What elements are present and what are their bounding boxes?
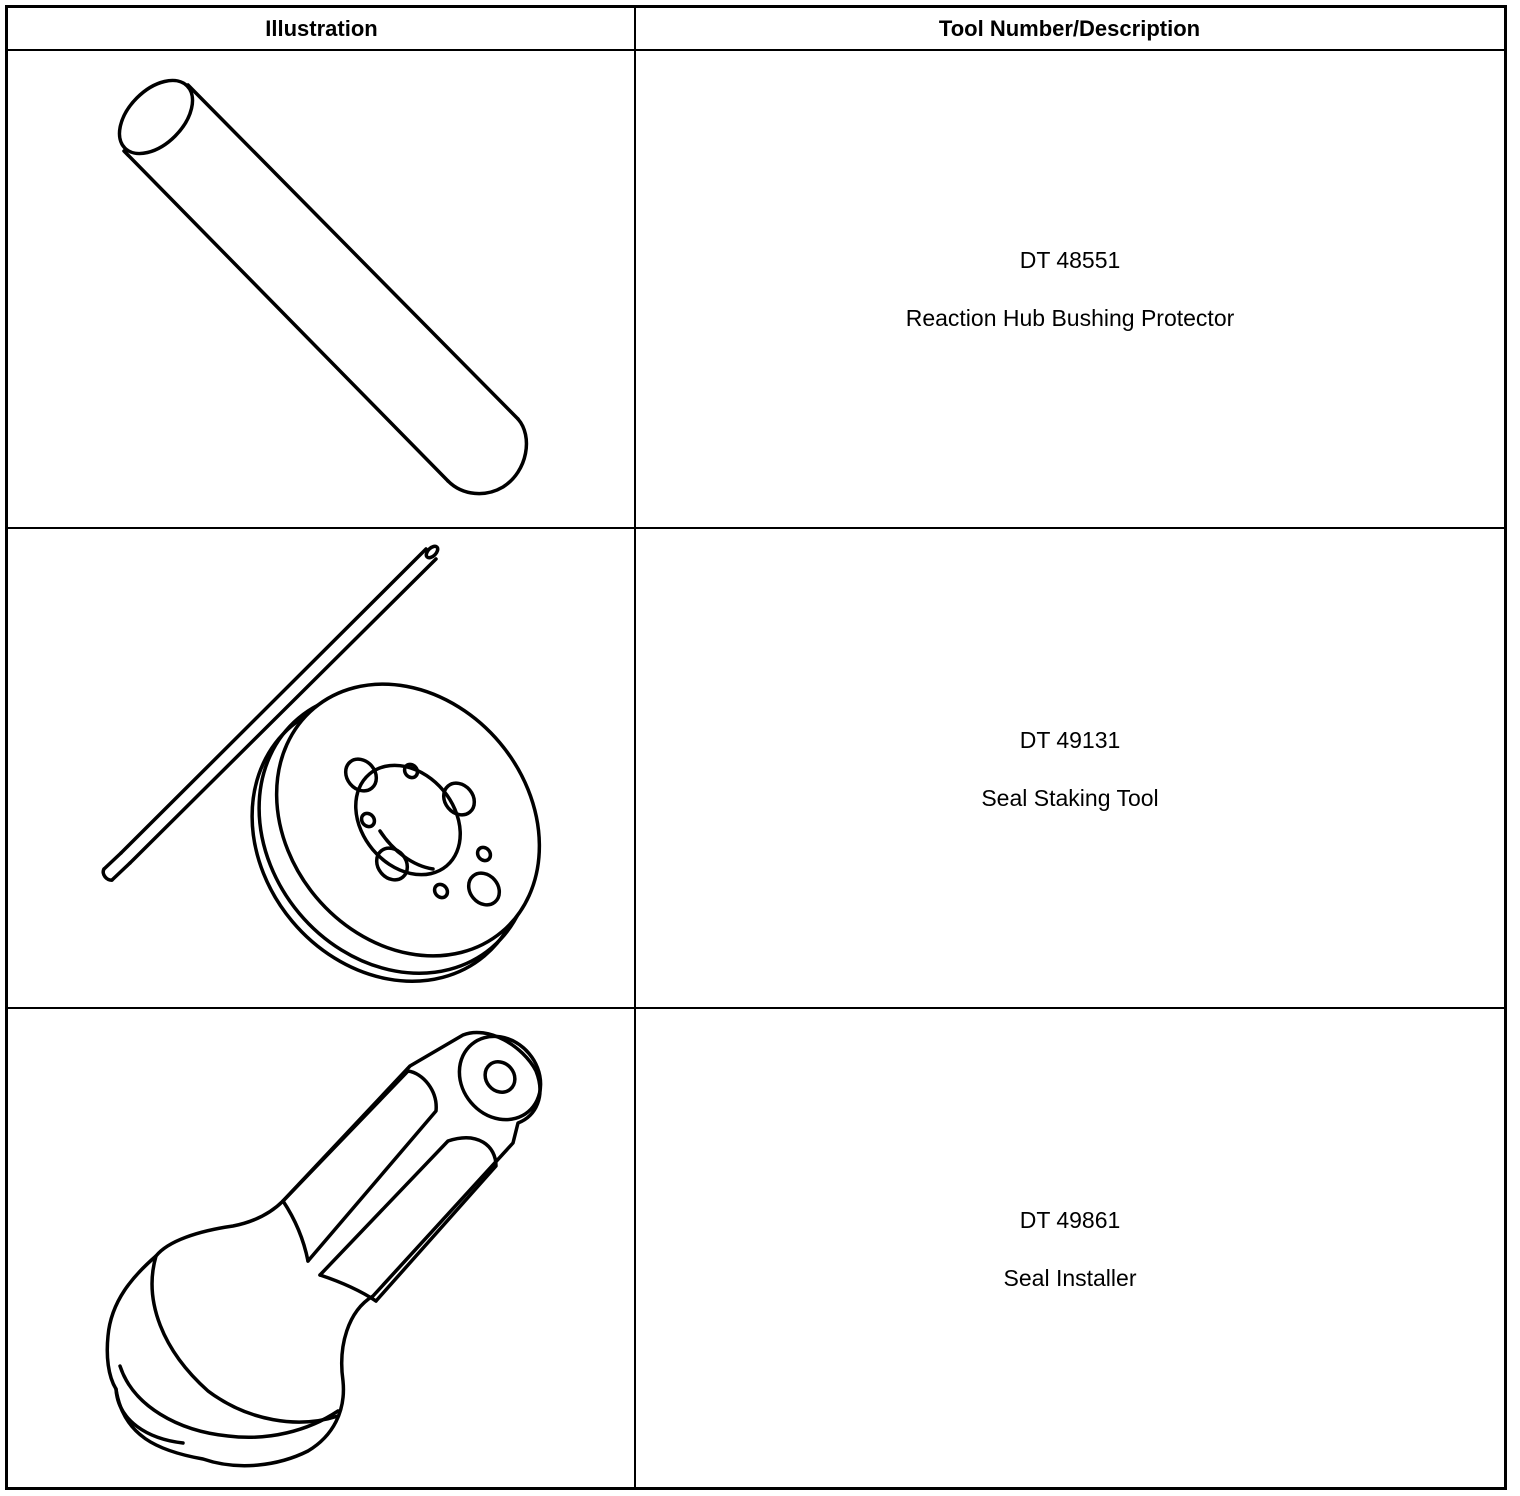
description-cell bbox=[636, 1011, 1504, 1487]
header-tool-number-description: Tool Number/Description bbox=[938, 15, 1201, 41]
bushing-protector-tube-icon bbox=[8, 51, 634, 529]
seal-installer-icon bbox=[8, 1011, 634, 1487]
table-row bbox=[8, 1011, 1504, 1487]
tool-number: DT 49861 bbox=[1019, 1206, 1121, 1233]
illustration-cell bbox=[8, 1011, 634, 1487]
header-illustration: Illustration bbox=[265, 15, 378, 41]
tool-description: Seal Installer bbox=[1003, 1264, 1137, 1291]
description-cell bbox=[636, 531, 1504, 1007]
tool-table bbox=[5, 5, 1507, 1490]
tool-number: DT 48551 bbox=[1019, 246, 1121, 273]
illustration-cell bbox=[8, 51, 634, 527]
seal-staking-tool-icon bbox=[8, 531, 634, 1009]
table-row bbox=[8, 531, 1504, 1009]
illustration-cell bbox=[8, 531, 634, 1007]
tool-description: Reaction Hub Bushing Protector bbox=[905, 304, 1235, 331]
tool-description: Seal Staking Tool bbox=[981, 784, 1159, 811]
tool-number: DT 49131 bbox=[1019, 726, 1121, 753]
table-header-row bbox=[8, 8, 1504, 51]
description-cell bbox=[636, 51, 1504, 527]
table-row bbox=[8, 51, 1504, 529]
